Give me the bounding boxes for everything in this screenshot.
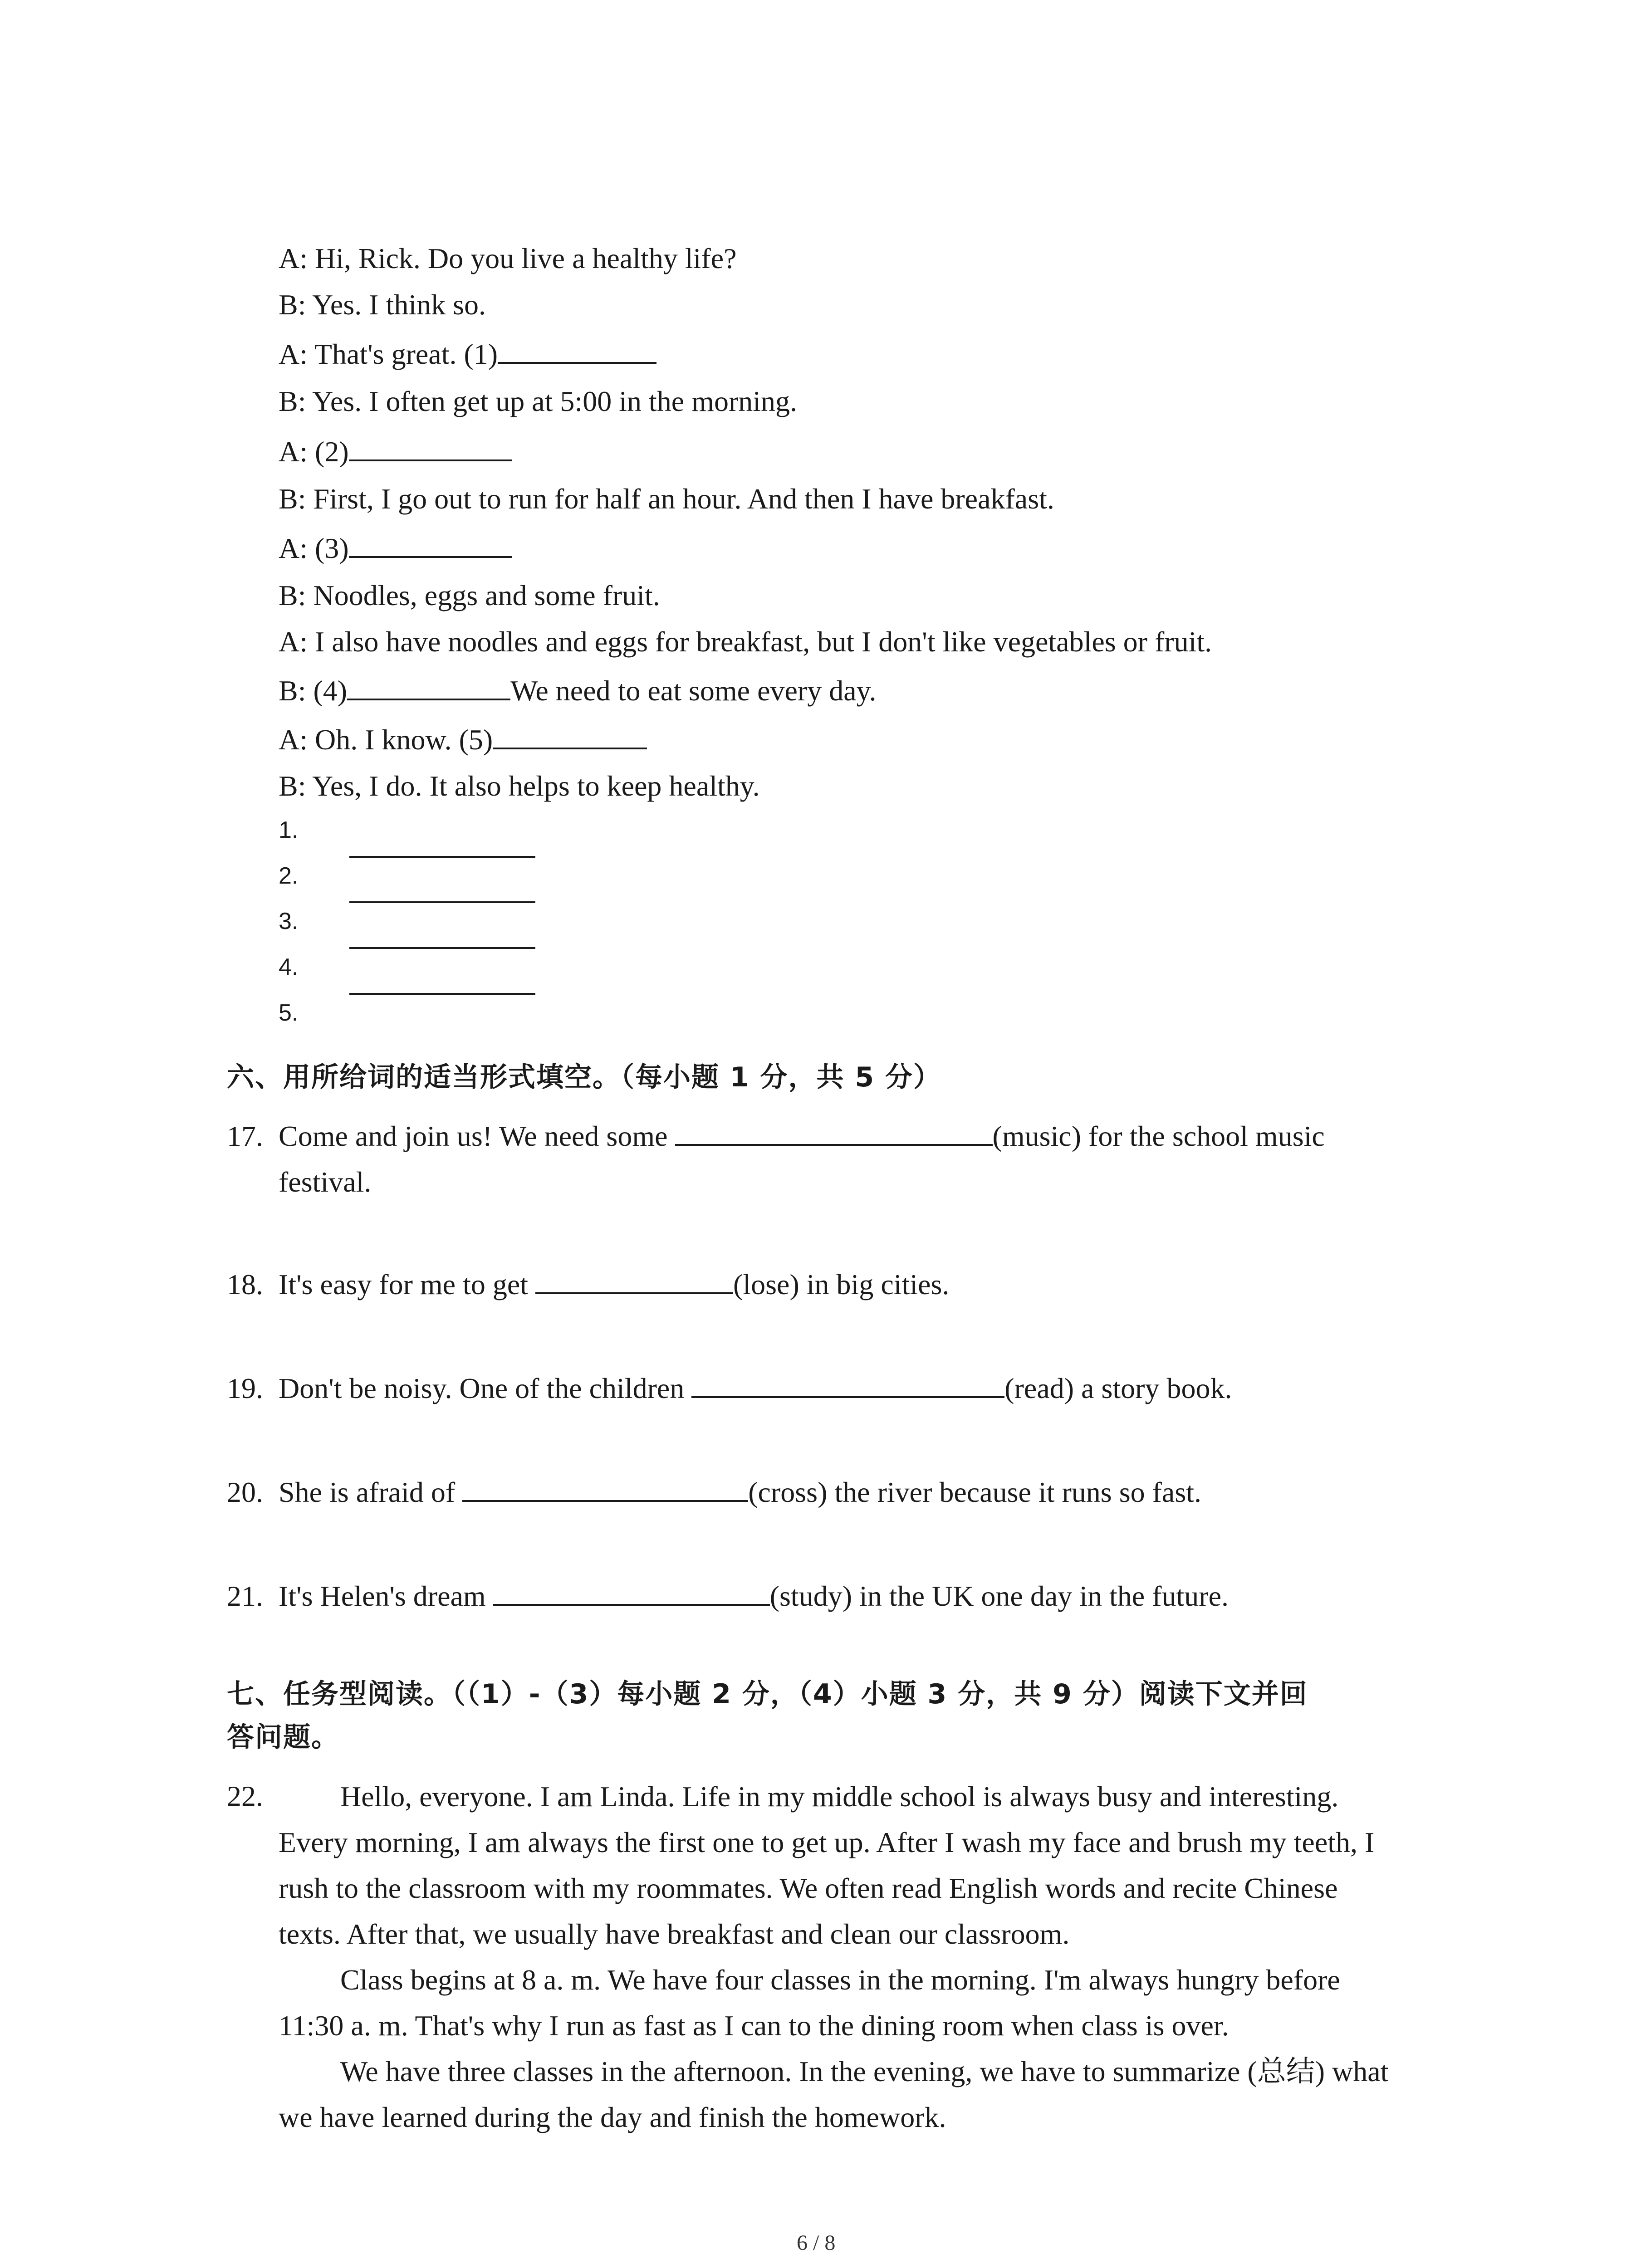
question-number: 18.	[227, 1268, 263, 1300]
passage-line: we have learned during the day and finish the homework.	[279, 2101, 946, 2133]
question-number: 20.	[227, 1476, 263, 1508]
question-number: 22.	[227, 1780, 263, 1812]
dialogue-text: A: I also have noodles and eggs for breakfast, but I don't like vegetables or fruit.	[279, 626, 1212, 658]
question-hint: (cross) the river because it runs so fast.	[748, 1476, 1201, 1508]
dialogue-text: B: Yes, I do. It also helps to keep healthy.	[279, 770, 760, 802]
section-heading: 七、任务型阅读。（（1）-（3）每小题 2 分，（4）小题 3 分，共 9 分）阅读下文并回	[227, 1678, 1308, 1710]
fill-blank[interactable]	[498, 337, 656, 364]
dialogue-text: B: First, I go out to run for half an hour. And then I have breakfast.	[279, 483, 1054, 515]
question-prompt: Don't be noisy. One of the children	[279, 1372, 692, 1404]
dialogue-line	[279, 624, 1212, 660]
question-text	[279, 1266, 949, 1303]
question-prompt: It's Helen's dream	[279, 1580, 493, 1612]
dialogue-text: We need to eat some every day.	[510, 675, 877, 707]
question-hint: (lose) in big cities.	[733, 1268, 950, 1300]
dialogue-text: B: Yes. I think so.	[279, 288, 486, 321]
question-text	[279, 1578, 1229, 1614]
dialogue-line	[279, 530, 512, 567]
dialogue-line	[279, 577, 660, 614]
question-prompt: Come and join us! We need some	[279, 1120, 675, 1152]
dialogue-text: A: Hi, Rick. Do you live a healthy life?	[279, 242, 737, 274]
dialogue-text: A: (2)	[279, 435, 349, 468]
answer-number: 5.	[279, 1000, 299, 1026]
question-text-continued: festival.	[279, 1166, 372, 1198]
passage-line: Class begins at 8 a. m. We have four classes in the morning. I'm always hungry before	[340, 1964, 1340, 1996]
passage-line: Hello, everyone. I am Linda. Life in my middle school is always busy and interesting.	[340, 1780, 1339, 1813]
question-text	[279, 1474, 1201, 1510]
dialogue-line	[279, 336, 656, 372]
section-heading: 六、用所给词的适当形式填空。（每小题 1 分，共 5 分）	[227, 1061, 942, 1093]
dialogue-text: B: (4)	[279, 675, 348, 707]
question-text	[279, 1370, 1232, 1407]
fill-blank[interactable]	[462, 1475, 748, 1502]
fill-blank[interactable]	[493, 1579, 770, 1606]
question-number: 19.	[227, 1372, 263, 1404]
answer-number: 3.	[279, 908, 299, 934]
passage-line: texts. After that, we usually have breakfast and clean our classroom.	[279, 1918, 1070, 1950]
fill-blank[interactable]	[535, 1267, 733, 1294]
dialogue-line	[279, 722, 647, 758]
fill-blank[interactable]	[349, 531, 512, 558]
answer-number: 4.	[279, 954, 299, 980]
answer-blank[interactable]	[349, 993, 535, 995]
dialogue-line	[279, 768, 760, 804]
fill-blank[interactable]	[691, 1371, 1004, 1398]
dialogue-text: A: (3)	[279, 532, 349, 564]
answer-blank[interactable]	[349, 901, 535, 903]
fill-blank[interactable]	[349, 434, 512, 461]
section-heading: 答问题。	[227, 1721, 339, 1753]
answer-blank[interactable]	[349, 947, 535, 949]
passage-line: Every morning, I am always the first one to get up. After I wash my face and brush my teeth, I	[279, 1826, 1375, 1858]
dialogue-text: B: Noodles, eggs and some fruit.	[279, 579, 660, 611]
answer-number: 2.	[279, 863, 299, 889]
dialogue-line	[279, 481, 1054, 517]
dialogue-text: B: Yes. I often get up at 5:00 in the morning.	[279, 385, 798, 417]
question-number: 21.	[227, 1580, 263, 1612]
dialogue-text: A: That's great. (1)	[279, 338, 498, 370]
question-number: 17.	[227, 1120, 263, 1152]
dialogue-line	[279, 434, 512, 470]
dialogue-line	[279, 673, 876, 709]
answer-blank[interactable]	[349, 856, 535, 858]
question-hint: (read) a story book.	[1004, 1372, 1232, 1404]
fill-blank[interactable]	[493, 722, 647, 749]
question-text	[279, 1118, 1325, 1154]
dialogue-line	[279, 240, 737, 277]
answer-number: 1.	[279, 817, 299, 843]
passage-line: We have three classes in the afternoon. In the evening, we have to summarize (总结) what	[340, 2055, 1389, 2087]
page-number: 6 / 8	[797, 2231, 836, 2255]
question-hint: (music) for the school music	[992, 1120, 1325, 1152]
question-prompt: She is afraid of	[279, 1476, 463, 1508]
question-prompt: It's easy for me to get	[279, 1268, 536, 1300]
dialogue-line	[279, 383, 797, 420]
dialogue-text: A: Oh. I know. (5)	[279, 723, 493, 756]
fill-blank[interactable]	[347, 673, 510, 700]
question-hint: (study) in the UK one day in the future.	[769, 1580, 1229, 1612]
passage-line: 11:30 a. m. That's why I run as fast as I can to the dining room when class is over.	[279, 2009, 1229, 2042]
fill-blank[interactable]	[675, 1119, 993, 1146]
dialogue-line	[279, 287, 486, 323]
passage-line: rush to the classroom with my roommates. We often read English words and recite Chinese	[279, 1872, 1338, 1904]
